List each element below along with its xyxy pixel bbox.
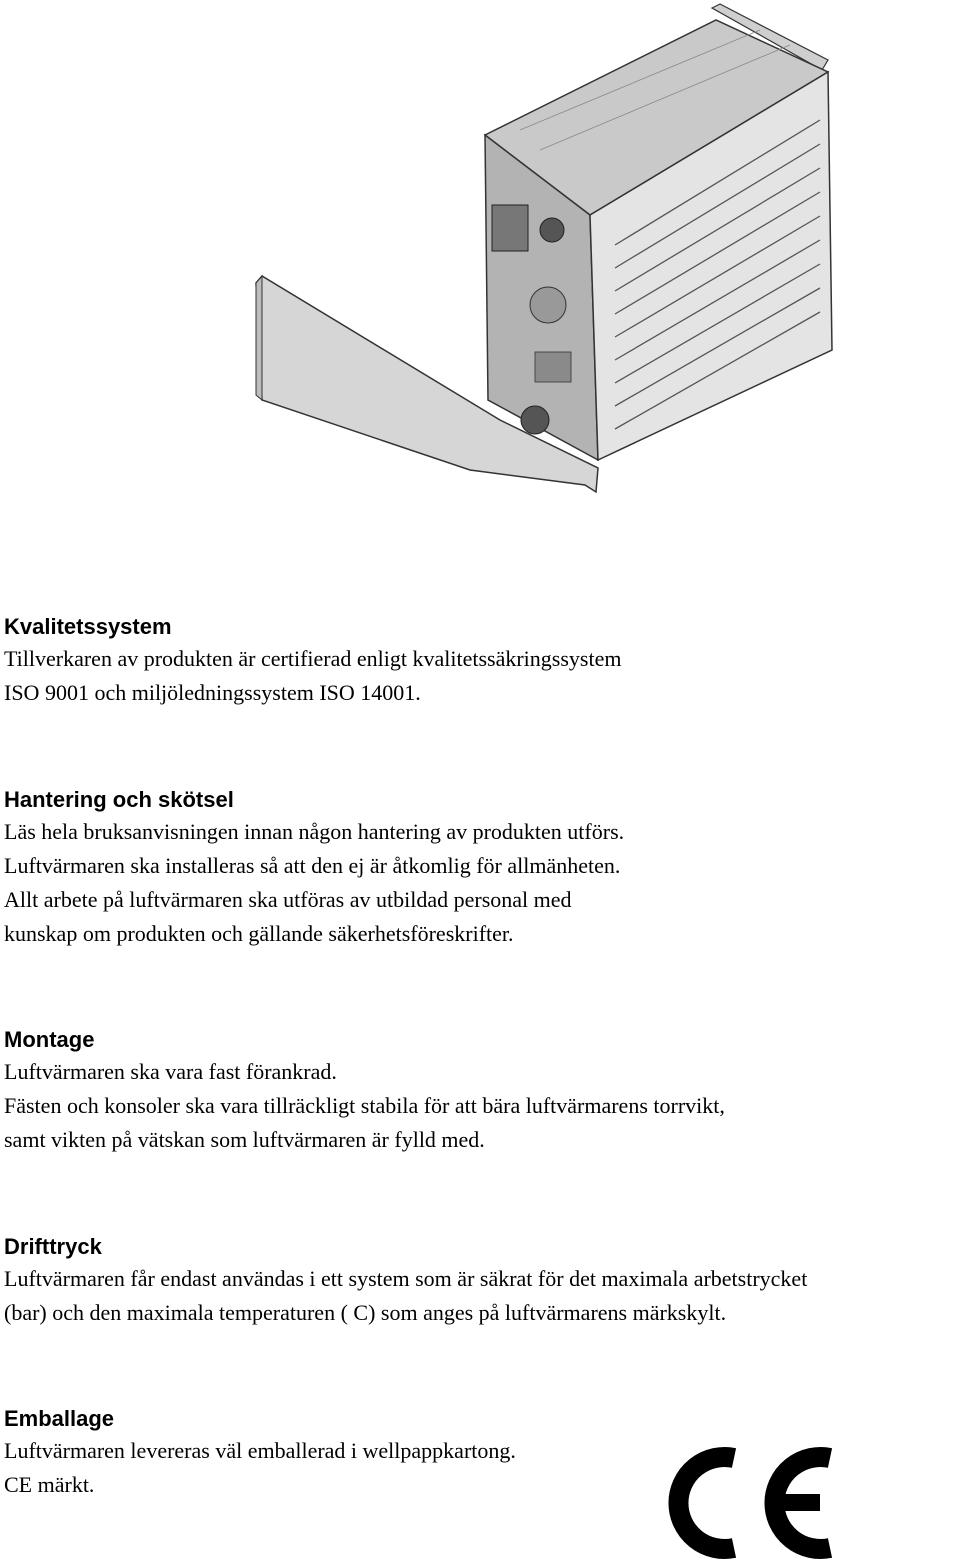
section-mounting (4, 1025, 954, 1157)
section-heading: Drifttryck (4, 1234, 102, 1259)
section-text-line: samt vikten på vätskan som luftvärmaren är fylld med. (4, 1127, 485, 1152)
section-text-line: Luftvärmaren får endast användas i ett system som är säkrat för det maximala arbetstrycket (4, 1266, 808, 1291)
section-text-line: Läs hela bruksanvisningen innan någon hantering av produkten utförs. (4, 819, 625, 844)
section-heading: Montage (4, 1027, 95, 1052)
section-text-line: Luftvärmaren ska vara fast förankrad. (4, 1059, 337, 1084)
section-text-line: Allt arbete på luftvärmaren ska utföras av utbildad personal med (4, 887, 572, 912)
section-text-line: ISO 9001 och miljöledningssystem ISO 14001. (4, 680, 421, 705)
section-text-line: Tillverkaren av produkten är certifierad enligt kvalitetssäkringssystem (4, 646, 622, 671)
air-heater-illustration (240, 0, 840, 500)
section-text-line: Luftvärmaren levereras väl emballerad i wellpappkartong. (4, 1438, 516, 1463)
section-quality-system (4, 612, 954, 710)
section-operating-pressure (4, 1232, 954, 1330)
section-heading: Kvalitetssystem (4, 614, 172, 639)
section-heading: Emballage (4, 1406, 115, 1431)
section-text-line: (bar) och den maximala temperaturen ( C) som anges på luftvärmarens märkskylt. (4, 1300, 727, 1325)
section-text-line: Luftvärmaren ska installeras så att den ej är åtkomlig för allmänheten. (4, 853, 621, 878)
section-handling (4, 785, 954, 951)
section-heading: Hantering och skötsel (4, 787, 234, 812)
ce-mark-logo (656, 1440, 846, 1565)
section-text-line: CE märkt. (4, 1472, 95, 1497)
section-text-line: Fästen och konsoler ska vara tillräckligt stabila för att bära luftvärmarens torrvikt, (4, 1093, 725, 1118)
section-text-line: kunskap om produkten och gällande säkerhetsföreskrifter. (4, 921, 514, 946)
